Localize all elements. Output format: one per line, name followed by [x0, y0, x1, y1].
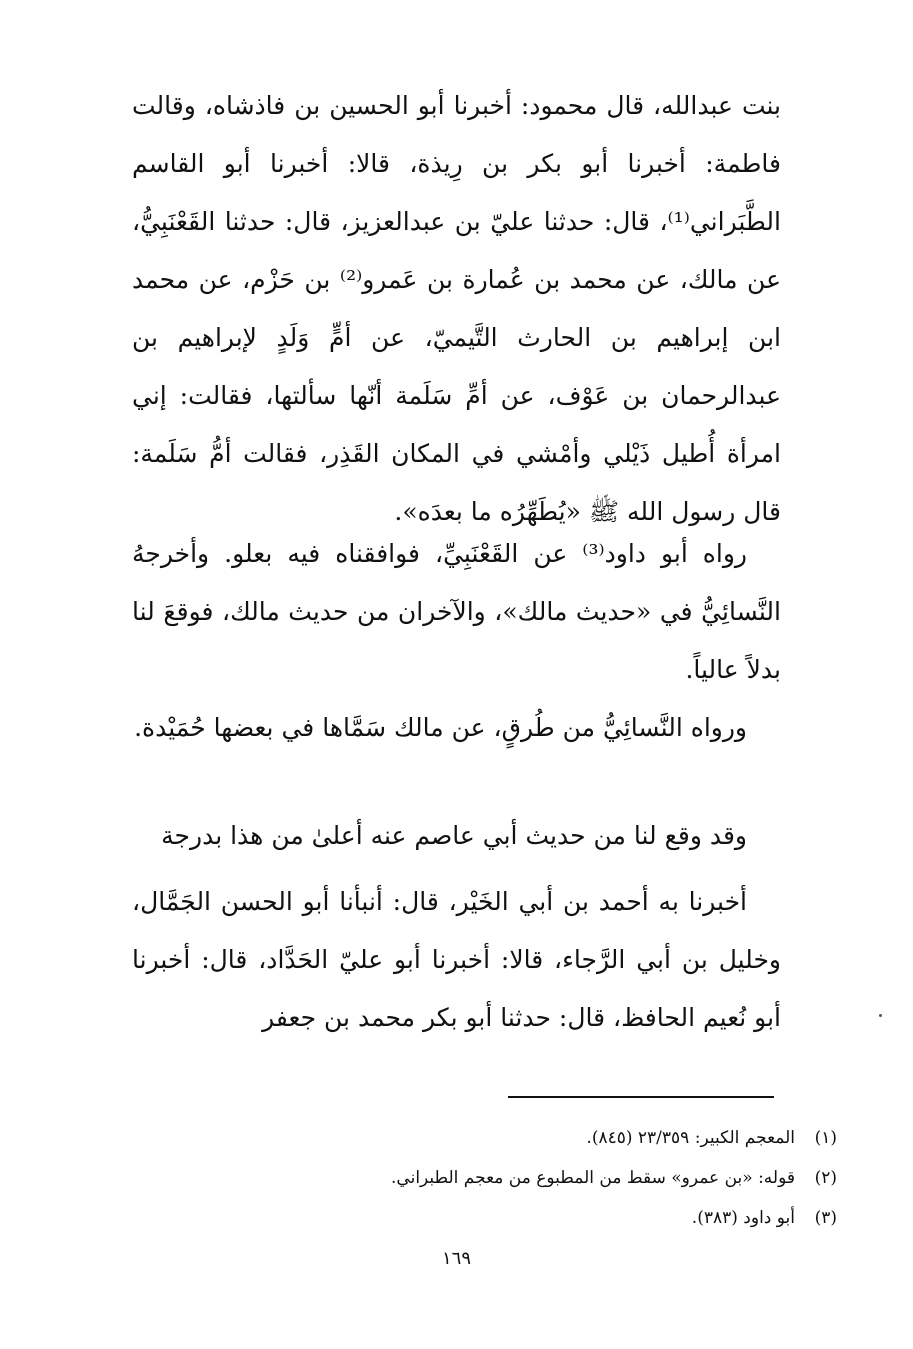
- footnote-number: (٣): [814, 1208, 837, 1228]
- paragraph-isnad: بنت عبدالله، قال محمود: أخبرنا أبو الحسين بن فاذشاه، وقالت فاطمة: أخبرنا أبو بكر بن رِيذة، قالا: أخبرنا أبو القاسم الطَّبَراني⁽¹⁾، قال: حدثنا عليّ بن عبدالعزيز، قال: حدثنا القَعْنَبِيُّ، عن مالك، عن محمد بن عُمارة بن عَمرو⁽²⁾ بن حَزْم، عن محمد ابن إبراهيم بن الحارث التَّيميّ، عن أمٍّ وَلَدٍ لإبراهيم بن عبدالرحمان بن عَوْف، عن أمِّ سَلَمة أنّها سألتها، فقالت: إني امرأة أُطيل ذَيْلي وأمْشي في المكان القَذِر، فقالت أمُّ سَلَمة: قال رسول الله ﷺ «يُطَهِّرُه ما بعدَه».: [132, 91, 782, 526]
- footnote-2: [132, 1158, 837, 1198]
- paragraph-abu-dawud: رواه أبو داود⁽³⁾ عن القَعْنَبِيِّ، فوافقناه فيه بعلو. وأخرجهُ النَّسائِيُّ في «حديث مالك»، والآخران من حديث مالك، فوقعَ لنا بدلاً عالياً.: [132, 539, 781, 684]
- footnote-text: قوله: «بن عمرو» سقط من المطبوع من معجم الطبراني.: [391, 1168, 795, 1188]
- footnote-number: (٢): [814, 1168, 837, 1188]
- margin-mark: [879, 1014, 882, 1017]
- footnote-divider: [508, 1096, 774, 1098]
- paragraph-abu-asim: وقد وقع لنا من حديث أبي عاصم عنه أعلىٰ من هذا بدرجة: [161, 821, 747, 850]
- footnote-1: [132, 1118, 837, 1158]
- footnote-text: أبو داود (٣٨٣).: [691, 1208, 795, 1228]
- main-text-paragraph-4: [132, 807, 781, 865]
- footnote-number: (١): [814, 1128, 837, 1148]
- footnote-text: المعجم الكبير: ٢٣/٣٥٩ (٨٤٥).: [586, 1128, 795, 1148]
- footnotes: [132, 1118, 837, 1238]
- paragraph-nasai: ورواه النَّسائِيُّ من طُرقٍ، عن مالك سَمَّاها في بعضها حُمَيْدة.: [134, 713, 747, 742]
- footnote-3: [132, 1198, 837, 1238]
- page-number: ١٦٩: [441, 1248, 471, 1269]
- main-text-paragraph-3: [132, 699, 781, 757]
- main-text-paragraph-5: [132, 873, 781, 1047]
- paragraph-akhbarana: أخبرنا به أحمد بن أبي الخَيْر، قال: أنبأنا أبو الحسن الجَمَّال، وخليل بن أبي الرَّجاء، قالا: أخبرنا أبو عليّ الحَدَّاد، قال: أخبرنا أبو نُعيم الحافظ، قال: حدثنا أبو بكر محمد بن جعفر: [132, 887, 781, 1032]
- main-text-paragraph-2: [132, 525, 781, 699]
- main-text-paragraph-1: [132, 77, 781, 541]
